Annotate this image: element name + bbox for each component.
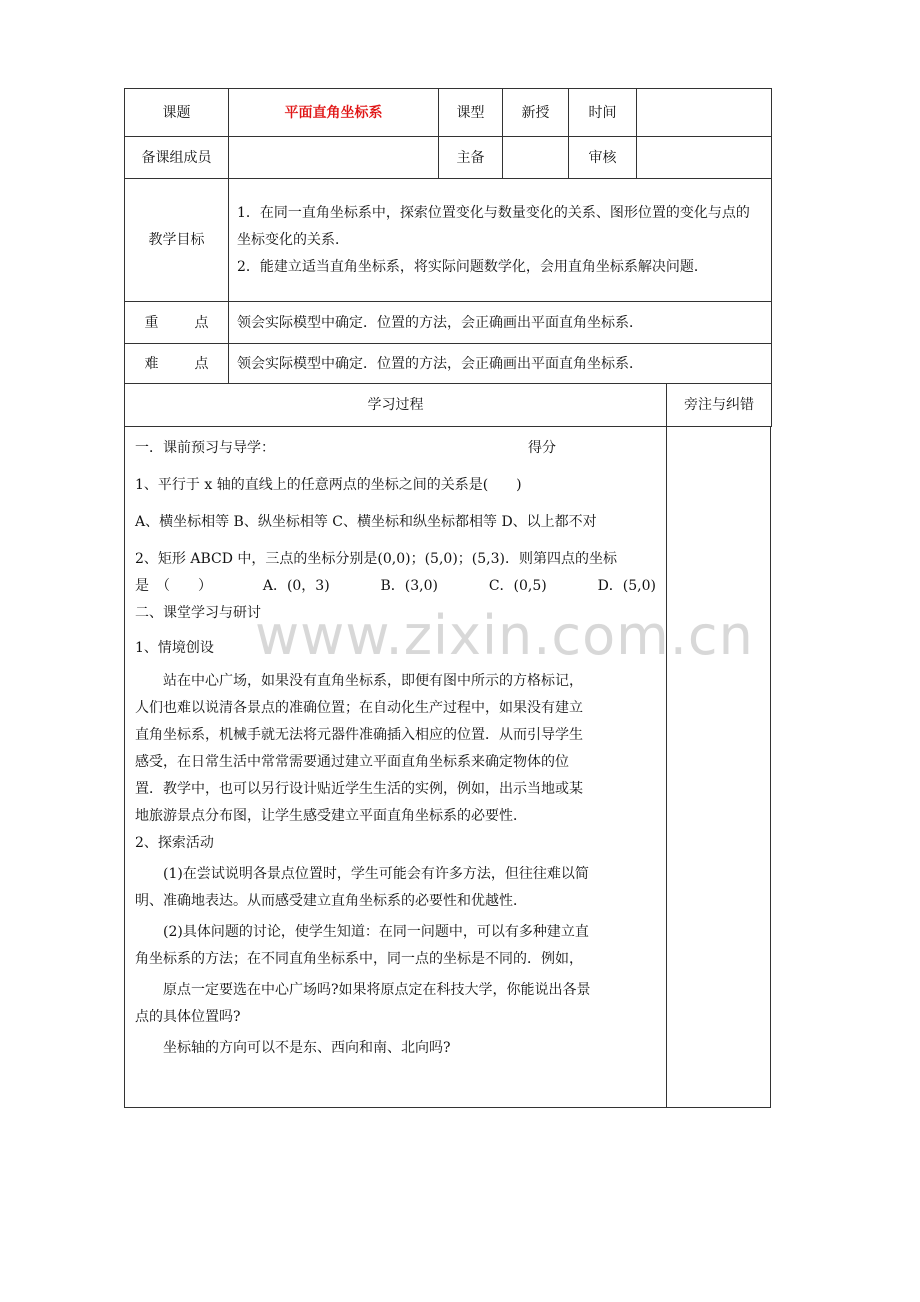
lead-label: 主备 xyxy=(439,137,503,179)
para1-line6: 地旅游景点分布图，让学生感受建立平面直角坐标系的必要性． xyxy=(135,807,527,824)
option-a: A．(0，3) xyxy=(262,577,330,594)
objective-2: 2．能建立适当直角坐标系，将实际问题数学化，会用直角坐标系解决问题． xyxy=(237,258,708,275)
section1-title: 一．课前预习与导学： xyxy=(135,439,275,456)
side-notes-column xyxy=(667,427,770,1107)
para2-line2: 明、准确地表达。从而感受建立直角坐标系的必要性和优越性． xyxy=(135,892,527,909)
para1-line2: 人们也难以说清各景点的准确位置；在自动化生产过程中，如果没有建立 xyxy=(135,699,583,716)
type-value: 新授 xyxy=(503,89,569,137)
para4-line2: 点的具体位置吗? xyxy=(135,1008,241,1025)
subsection1-title: 1、情境创设 xyxy=(135,639,214,656)
time-value xyxy=(637,89,772,137)
lesson-info-table xyxy=(124,88,772,384)
key-point-text: 领会实际模型中确定．位置的方法，会正确画出平面直角坐标系． xyxy=(229,302,772,344)
question1: 1、平行于 x 轴的直线上的任意两点的坐标之间的关系是( ) xyxy=(135,476,522,493)
question2-line2 xyxy=(135,573,656,600)
lesson-title: 平面直角坐标系 xyxy=(229,89,439,137)
time-label: 时间 xyxy=(569,89,637,137)
review-label: 审核 xyxy=(569,137,637,179)
para1-line1: 站在中心广场，如果没有直角坐标系，即便有图中所示的方格标记， xyxy=(163,672,583,689)
option-d: D．(5,0) xyxy=(597,577,656,594)
lesson-label: 课题 xyxy=(125,89,229,137)
score-label: 得分 xyxy=(528,439,556,456)
para1-line5: 置．教学中，也可以另行设计贴近学生生活的实例，例如，出示当地或某 xyxy=(135,780,583,797)
question1-options: A、横坐标相等 B、纵坐标相等 C、横坐标和纵坐标都相等 D、以上都不对 xyxy=(135,513,597,530)
section1-title-row xyxy=(135,435,656,462)
team-value xyxy=(229,137,439,179)
para3-line2: 角坐标系的方法；在不同直角坐标系中，同一点的坐标是不同的．例如， xyxy=(135,950,583,967)
key-point-label-char2: 点 xyxy=(194,314,209,331)
difficulty-label-char1: 难 xyxy=(144,355,159,372)
para4-line1: 原点一定要选在中心广场吗?如果将原点定在科技大学，你能说出各景 xyxy=(163,981,591,998)
lesson-plan-sheet xyxy=(124,88,771,1108)
para1-line3: 直角坐标系，机械手就无法将元器件准确插入相应的位置．从而引导学生 xyxy=(135,726,583,743)
question2-line1: 2、矩形 ABCD 中，三点的坐标分别是(0,0)；(5,0)；(5,3)．则第四点的坐标 xyxy=(135,550,617,567)
option-b: B．(3,0) xyxy=(380,577,438,594)
key-point-label-char1: 重 xyxy=(144,314,159,331)
process-header-table xyxy=(124,384,772,427)
subsection2-title: 2、探索活动 xyxy=(135,834,214,851)
lead-value xyxy=(503,137,569,179)
section2-title: 二、课堂学习与研讨 xyxy=(135,604,261,621)
review-value xyxy=(637,137,772,179)
difficulty-text: 领会实际模型中确定．位置的方法，会正确画出平面直角坐标系． xyxy=(229,344,772,384)
process-content xyxy=(125,427,667,1107)
objectives-label: 教学目标 xyxy=(125,179,229,302)
para1-line4: 感受，在日常生活中常常需要通过建立平面直角坐标系来确定物体的位 xyxy=(135,753,569,770)
watermark-text: www.zixin.com.cn xyxy=(255,604,754,667)
side-notes-header: 旁注与纠错 xyxy=(667,384,772,426)
para5: 坐标轴的方向可以不是东、西向和南、北向吗? xyxy=(163,1039,451,1056)
key-point-label xyxy=(125,302,229,344)
process-header: 学习过程 xyxy=(125,384,667,426)
objective-1: 1．在同一直角坐标系中，探索位置变化与数量变化的关系、图形位置的变化与点的坐标变化的关系． xyxy=(237,204,750,248)
para2-line1: (1)在尝试说明各景点位置时，学生可能会有许多方法，但往往难以简 xyxy=(163,865,589,882)
question2-lead: 是 （ ） xyxy=(135,577,212,594)
type-label: 课型 xyxy=(439,89,503,137)
para3-line1: (2)具体问题的讨论，使学生知道：在同一问题中，可以有多种建立直 xyxy=(163,923,589,940)
option-c: C．(0,5) xyxy=(488,577,547,594)
difficulty-label-char2: 点 xyxy=(194,355,209,372)
objectives-content xyxy=(229,179,772,302)
team-label: 备课组成员 xyxy=(125,137,229,179)
difficulty-label xyxy=(125,344,229,384)
process-body xyxy=(124,427,771,1108)
